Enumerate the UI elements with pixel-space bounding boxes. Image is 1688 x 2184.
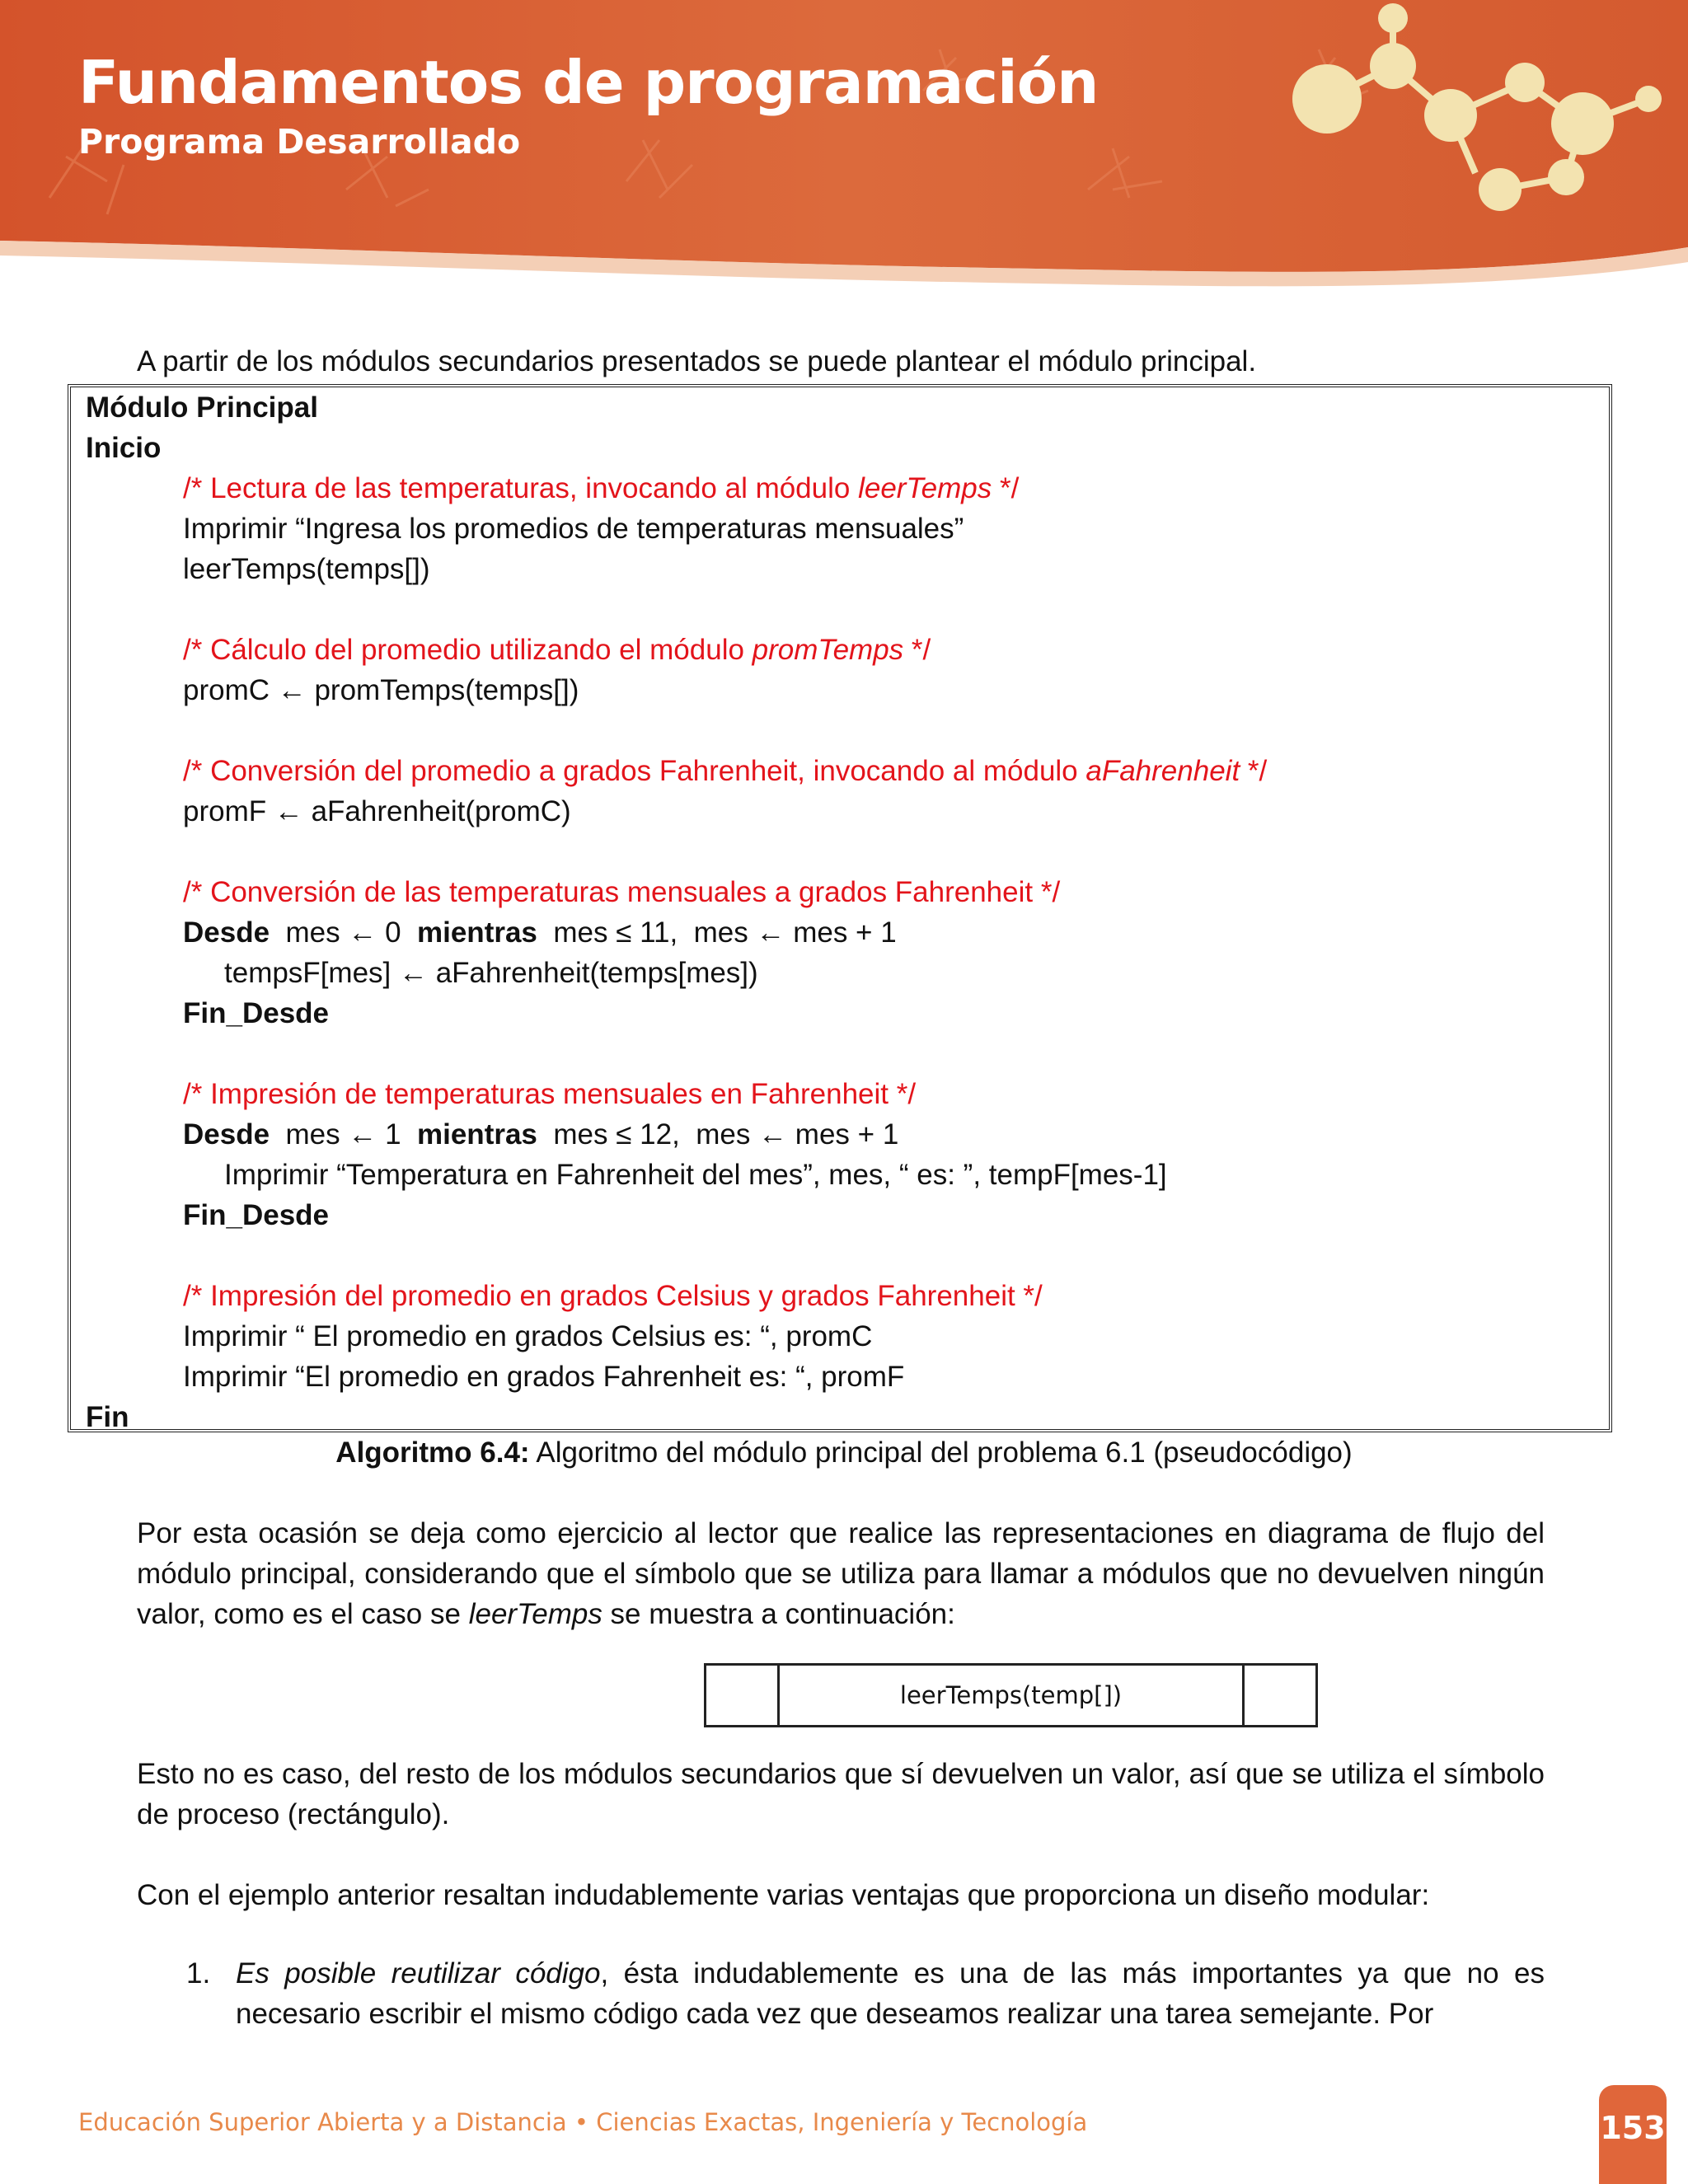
subroutine-symbol — [704, 1663, 1318, 1727]
algo-start: Inicio — [86, 432, 162, 464]
algo-loop-2-end: Fin_Desde — [183, 1199, 329, 1231]
paragraph-text: Por esta ocasión se deja como ejercicio al lector que realice las representaciones en diagrama de flujo del módulo principal, considerando que el símbolo que se utiliza para llamar a módulos que no devuelven ningún valor, como es el caso se — [137, 1517, 1545, 1630]
page-number-tab — [1599, 2085, 1667, 2184]
algo-line-print: Imprimir “Ingresa los promedios de temperaturas mensuales” — [183, 513, 964, 545]
keyword-desde: Desde — [183, 1118, 270, 1151]
module-name: leerTemps — [468, 1598, 603, 1630]
comment-close: */ — [1240, 755, 1268, 787]
algo-heading: Módulo Principal — [86, 391, 318, 424]
algo-loop-2-header — [183, 1114, 898, 1155]
symbol-label: leerTemps(temp[]) — [899, 1681, 1123, 1709]
paragraph-exercise — [137, 1513, 1545, 1634]
paragraph-text-end: se muestra a continuación: — [602, 1598, 955, 1630]
algo-comment-3 — [183, 751, 1267, 791]
algo-line-promf: promF ← aFahrenheit(promC) — [183, 795, 571, 827]
page-number: 153 — [1600, 2110, 1666, 2146]
comment-close: */ — [992, 472, 1020, 504]
comment-text: /* Lectura de las temperaturas, invocando al módulo — [183, 472, 859, 504]
algo-loop-2-body: Imprimir “Temperatura en Fahrenheit del mes”, mes, “ es: ”, tempF[mes-1] — [224, 1159, 1167, 1191]
algo-end: Fin — [86, 1401, 129, 1433]
caption-label: Algoritmo 6.4: — [335, 1436, 530, 1469]
algo-comment-5: /* Impresión de temperaturas mensuales en Fahrenheit */ — [183, 1078, 917, 1110]
list-item — [236, 1953, 1545, 2034]
keyword-mientras: mientras — [417, 916, 537, 949]
algo-loop-1-header — [183, 912, 897, 953]
algorithm-box — [68, 384, 1612, 1432]
algo-loop-1-end: Fin_Desde — [183, 997, 329, 1029]
algo-line-print-fahrenheit: Imprimir “El promedio en grados Fahrenheit es: “, promF — [183, 1361, 905, 1393]
list-item-text: , ésta indudablemente es una de las más importantes ya que no es necesario escribir el mismo código cada vez que deseamos realizar una tarea semejante. Por — [236, 1957, 1545, 2030]
comment-text: /* Cálculo del promedio utilizando el módulo — [183, 634, 753, 666]
keyword-mientras: mientras — [417, 1118, 537, 1151]
algo-line-promc: promC ← promTemps(temps[]) — [183, 674, 579, 706]
page-subtitle: Programa Desarrollado — [78, 122, 521, 162]
paragraph-advantages: Con el ejemplo anterior resaltan indudablemente varias ventajas que proporciona un diseño modular: — [137, 1879, 1430, 1911]
algo-line-print-celsius: Imprimir “ El promedio en grados Celsius es: “, promC — [183, 1320, 873, 1352]
loop-condition: mes ≤ 12, mes ← mes + 1 — [537, 1118, 899, 1151]
paragraph-process-symbol: Esto no es caso, del resto de los módulos secundarios que sí devuelven un valor, así que se utiliza el símbolo de proceso (rectángulo). — [137, 1758, 1545, 1830]
comment-text: /* Conversión del promedio a grados Fahrenheit, invocando al módulo — [183, 755, 1086, 787]
loop-init: mes ← 0 — [270, 916, 417, 949]
algo-line-read: leerTemps(temps[]) — [183, 553, 430, 585]
header-banner — [0, 0, 1688, 305]
algo-loop-1-body: tempsF[mes] ← aFahrenheit(temps[mes]) — [224, 957, 758, 989]
list-item-number: 1. — [186, 1957, 211, 1990]
page-title: Fundamentos de programación — [78, 48, 1099, 117]
algo-comment-6: /* Impresión del promedio en grados Celsius y grados Fahrenheit */ — [183, 1280, 1043, 1312]
algo-comment-1 — [183, 468, 1019, 509]
intro-paragraph: A partir de los módulos secundarios presentados se puede plantear el módulo principal. — [137, 345, 1257, 377]
loop-condition: mes ≤ 11, mes ← mes + 1 — [537, 916, 897, 949]
keyword-desde: Desde — [183, 916, 270, 949]
comment-close: */ — [903, 634, 931, 666]
comment-module-name: aFahrenheit — [1085, 755, 1240, 787]
footer-text: Educación Superior Abierta y a Distancia • Ciencias Exactas, Ingeniería y Tecnología — [78, 2108, 1088, 2136]
algo-comment-4: /* Conversión de las temperaturas mensuales a grados Fahrenheit */ — [183, 876, 1061, 908]
loop-init: mes ← 1 — [270, 1118, 417, 1151]
caption-text: Algoritmo del módulo principal del problema 6.1 (pseudocódigo) — [529, 1436, 1353, 1469]
comment-module-name: leerTemps — [858, 472, 992, 504]
algorithm-caption — [0, 1432, 1688, 1473]
comment-module-name: promTemps — [752, 634, 904, 666]
list-item-emphasis: Es posible reutilizar código — [236, 1957, 601, 1990]
algo-comment-2 — [183, 630, 931, 670]
